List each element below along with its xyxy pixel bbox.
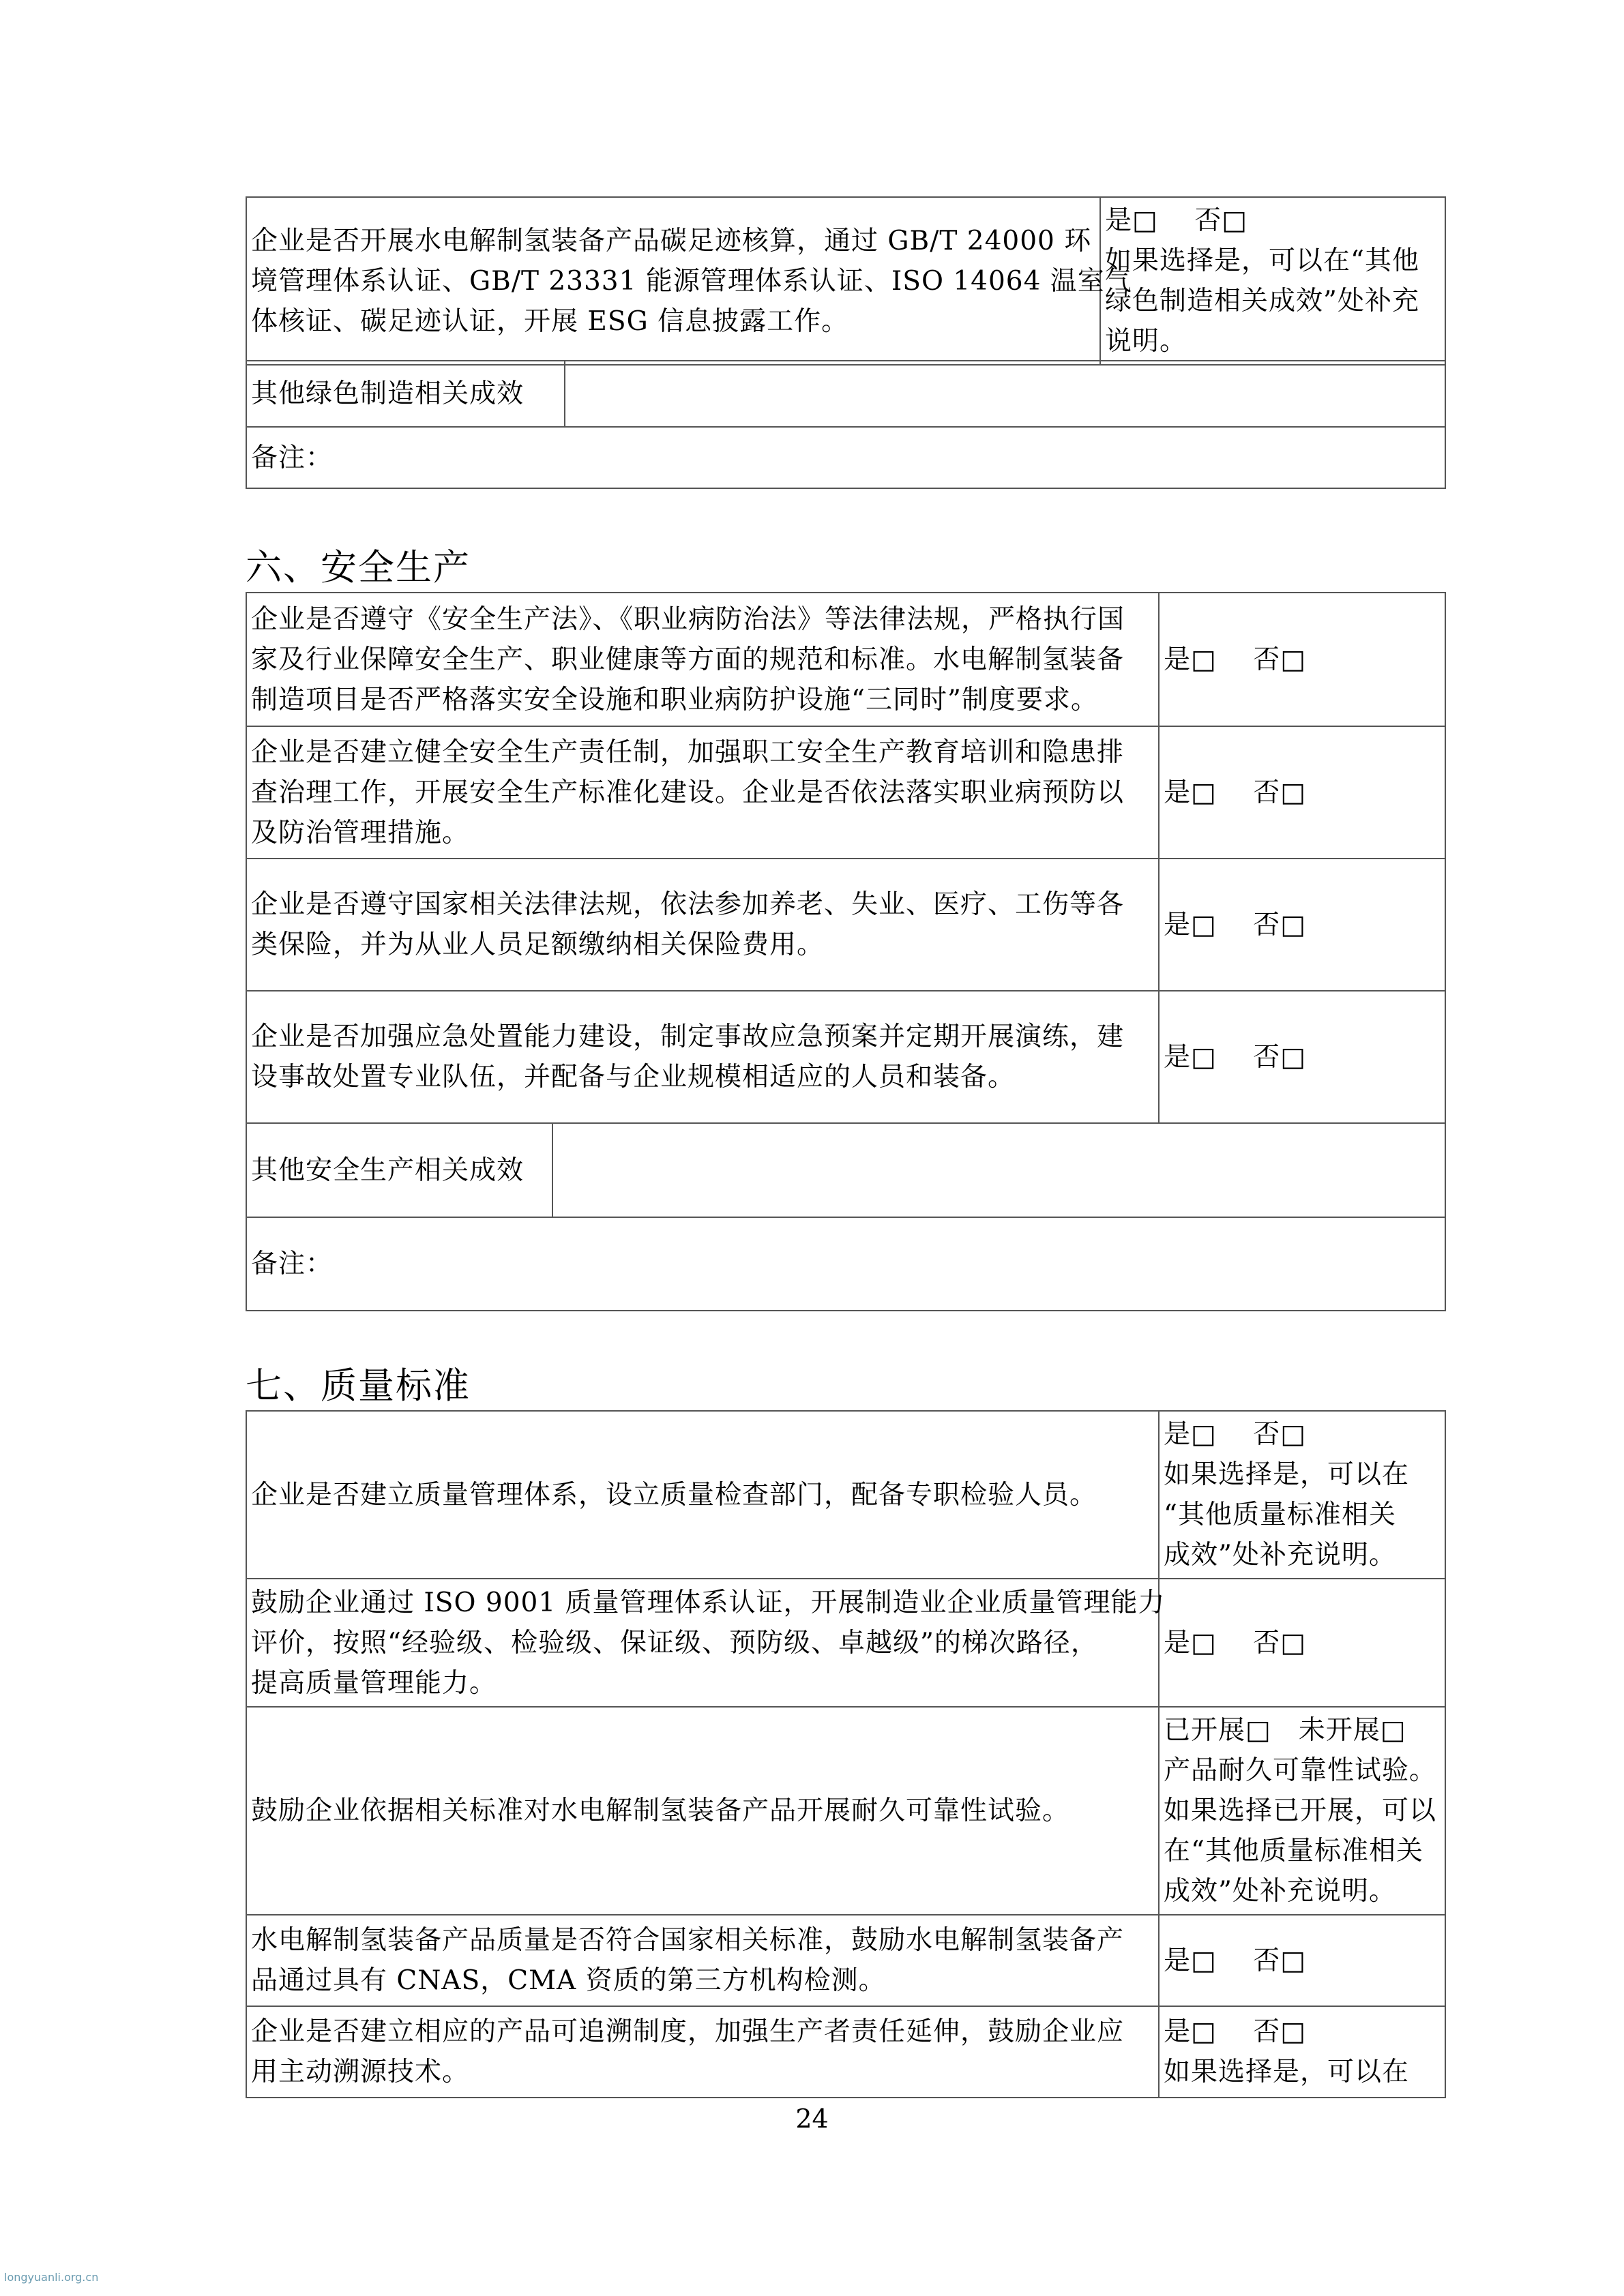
question-cell [246,991,1159,1123]
question-cell [246,859,1159,991]
text-line: 是□ 否□ [1164,1627,1307,1658]
text-line: 已开展□ 未开展□ [1164,1715,1406,1746]
remark-field[interactable]: 备注： [246,427,1445,488]
table-row [246,1579,1445,1707]
text-line: 制造项目是否严格落实安全设施和职业病防护设施“三同时”制度要求。 [251,684,1098,715]
green-manufacturing-table [246,196,1446,366]
text-line: 及防治管理措施。 [251,817,470,848]
text-line: 体核证、碳足迹认证，开展 ESG 信息披露工作。 [251,305,849,337]
text-line: 是□ 否□ [1164,1419,1307,1450]
question-cell [246,2006,1159,2098]
question-cell [246,1707,1159,1915]
other-achievements-label: 其他绿色制造相关成效 [246,361,565,427]
text-line: 是□ 否□ [1164,1041,1307,1073]
other-achievements-field[interactable] [565,361,1445,427]
text-line: 产品耐久可靠性试验。 [1164,1755,1437,1786]
text-line: “其他质量标准相关 [1164,1500,1396,1530]
text-line: 类保险，并为从业人员足额缴纳相关保险费用。 [251,929,825,960]
page-number: 24 [795,2104,829,2134]
text-line: 企业是否建立健全安全生产责任制，加强职工安全生产教育培训和隐患排 [251,736,1125,768]
quality-standards-table [246,1410,1446,2098]
remark-field[interactable]: 备注： [246,1217,1445,1311]
text-line: 在“其他质量标准相关 [1164,1836,1423,1866]
text-line: 是□ 否□ [1164,1945,1307,1976]
question-cell [246,1579,1166,1707]
text-line: 企业是否加强应急处置能力建设，制定事故应急预案并定期开展演练，建 [251,1022,1125,1052]
text-line: 鼓励企业依据相关标准对水电解制氢装备产品开展耐久可靠性试验。 [251,1795,1070,1826]
answer-cell[interactable] [1159,1579,1445,1707]
question-cell [246,726,1159,859]
table-row [246,991,1445,1123]
text-line: 企业是否建立质量管理体系，设立质量检查部门，配备专职检验人员。 [251,1479,1097,1510]
safety-other-table [246,1122,1446,1311]
text-line: 是□ 否□ [1164,777,1307,808]
text-line: 企业是否遵守《安全生产法》、《职业病防治法》等法律法规，严格执行国 [251,603,1125,635]
text-line: 绿色制造相关成效”处补充 [1105,286,1419,316]
text-line: 说明。 [1105,326,1187,357]
text-line: 如果选择是，可以在“其他 [1105,245,1419,276]
text-line: 成效”处补充说明。 [1164,1540,1396,1570]
safety-production-table [246,592,1446,1124]
answer-cell[interactable] [1159,859,1445,991]
question-cell [246,1915,1159,2006]
text-line: 境管理体系认证、GB/T 23331 能源管理体系认证、ISO 14064 温室气 [251,265,1132,297]
text-line: 家及行业保障安全生产、职业健康等方面的规范和标准。水电解制氢装备 [251,644,1125,675]
answer-cell[interactable] [1159,991,1445,1123]
other-achievements-label: 其他安全生产相关成效 [246,1123,552,1217]
text-line: 提高质量管理能力。 [251,1667,497,1699]
answer-cell[interactable] [1159,1707,1445,1915]
table-row [246,859,1445,991]
text-line: 评价，按照“经验级、检验级、保证级、预防级、卓越级”的梯次路径， [251,1627,1098,1658]
text-line: 用主动溯源技术。 [251,2057,470,2087]
text-line: 企业是否遵守国家相关法律法规，依法参加养老、失业、医疗、工伤等各 [251,889,1125,920]
table-row [246,1411,1445,1579]
section-heading-safety: 六、安全生产 [246,547,471,588]
table-row [246,726,1445,859]
table-row [246,427,1445,488]
text-line: 成效”处补充说明。 [1164,1876,1396,1907]
text-line: 水电解制氢装备产品质量是否符合国家相关标准，鼓励水电解制氢装备产 [251,1925,1125,1956]
table-row [246,1707,1445,1915]
text-line: 企业是否建立相应的产品可追溯制度，加强生产者责任延伸，鼓励企业应 [251,2016,1125,2047]
text-line: 查治理工作，开展安全生产标准化建设。企业是否依法落实职业病预防以 [251,777,1125,808]
table-row [246,361,1445,427]
text-line: 是□ 否□ [1164,644,1307,675]
question-cell [246,1411,1159,1579]
section-heading-quality: 七、质量标准 [246,1365,471,1407]
table-row [246,1217,1445,1311]
text-line: 企业是否开展水电解制氢装备产品碳足迹核算，通过 GB/T 24000 环 [251,225,1092,256]
answer-cell[interactable] [1159,1411,1445,1579]
text-line: 如果选择是，可以在 [1164,1459,1410,1490]
question-cell [246,197,1132,365]
text-line: 设事故处置专业队伍，并配备与企业规模相适应的人员和装备。 [251,1062,1016,1092]
text-line: 是□ 否□ [1164,2016,1307,2047]
text-line: 是□ 否□ [1105,205,1248,236]
table-row [246,1123,1445,1217]
answer-cell[interactable] [1100,197,1445,365]
text-line: 如果选择已开展，可以 [1164,1795,1437,1826]
answer-cell[interactable] [1159,593,1445,726]
answer-cell[interactable] [1159,1915,1445,2006]
table-row [246,2006,1445,2098]
question-cell [246,593,1159,726]
text-line: 如果选择是，可以在 [1164,2057,1410,2087]
answer-cell[interactable] [1159,726,1445,859]
text-line: 是□ 否□ [1164,909,1307,940]
table-row [246,197,1445,365]
other-achievements-field[interactable] [552,1123,1445,1217]
text-line: 品通过具有 CNAS，CMA 资质的第三方机构检测。 [251,1965,886,1996]
table-row [246,1915,1445,2006]
green-other-table [246,360,1446,489]
watermark-text: longyuanli.org.cn [4,2271,99,2284]
table-row [246,593,1445,726]
text-line: 鼓励企业通过 ISO 9001 质量管理体系认证，开展制造业企业质量管理能力 [251,1587,1166,1618]
answer-cell[interactable] [1159,2006,1445,2098]
